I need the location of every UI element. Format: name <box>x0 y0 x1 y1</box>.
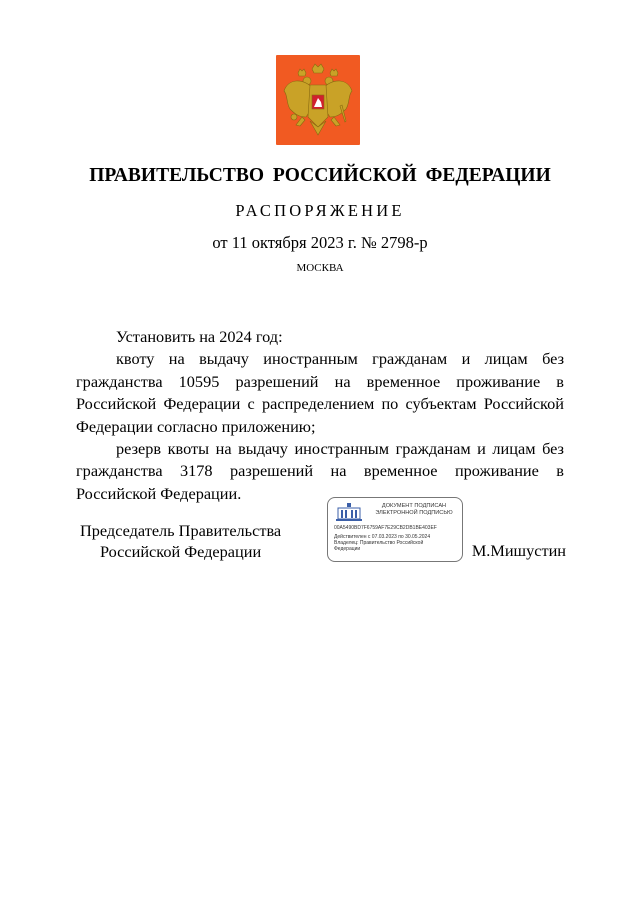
order-paragraph: Установить на 2024 год: <box>116 327 283 346</box>
order-paragraph: квоту на выдачу иностранным гражданам и лицам без гражданства 10595 разрешений на временное проживание в Российской Федерации с распределением по субъектам Российской Федерации согласно приложению; <box>76 349 564 436</box>
signer-position-line: Российской Федерации <box>99 542 262 561</box>
stamp-header <box>368 503 460 516</box>
signer-position <box>80 520 281 562</box>
stamp-validity: Действителен с 07.03.2023 по 30.05.2024 <box>334 534 431 540</box>
government-title: ПРАВИТЕЛЬСТВО РОССИЙСКОЙ ФЕДЕРАЦИИ <box>89 165 551 186</box>
document-type: РАСПОРЯЖЕНИЕ <box>235 201 405 220</box>
order-body <box>76 326 564 505</box>
government-building-icon <box>336 503 362 521</box>
document-city: МОСКВА <box>296 262 344 274</box>
stamp-owner: Федерации <box>334 546 361 552</box>
stamp-owner: Владелец: Правительство Российской <box>334 540 424 546</box>
electronic-signature-stamp <box>327 497 463 562</box>
order-paragraph: резерв квоты на выдачу иностранным гражданам и лицам без гражданства 3178 разрешений на временное проживание в Российской Федерации. <box>76 439 564 503</box>
stamp-header-line: ДОКУМЕНТ ПОДПИСАН <box>381 503 447 509</box>
signer-position-line: Председатель Правительства <box>80 521 282 540</box>
signer-name: М.Мишустин <box>471 541 566 560</box>
stamp-certificate: 00A5490BD7F6759AF7E29CB2DB1BE403EF <box>334 525 437 531</box>
document-dateline: от 11 октября 2023 г. № 2798-р <box>212 233 428 252</box>
stamp-header-line: ЭЛЕКТРОННОЙ ПОДПИСЬЮ <box>375 509 453 516</box>
russian-coat-of-arms-icon <box>276 55 360 145</box>
